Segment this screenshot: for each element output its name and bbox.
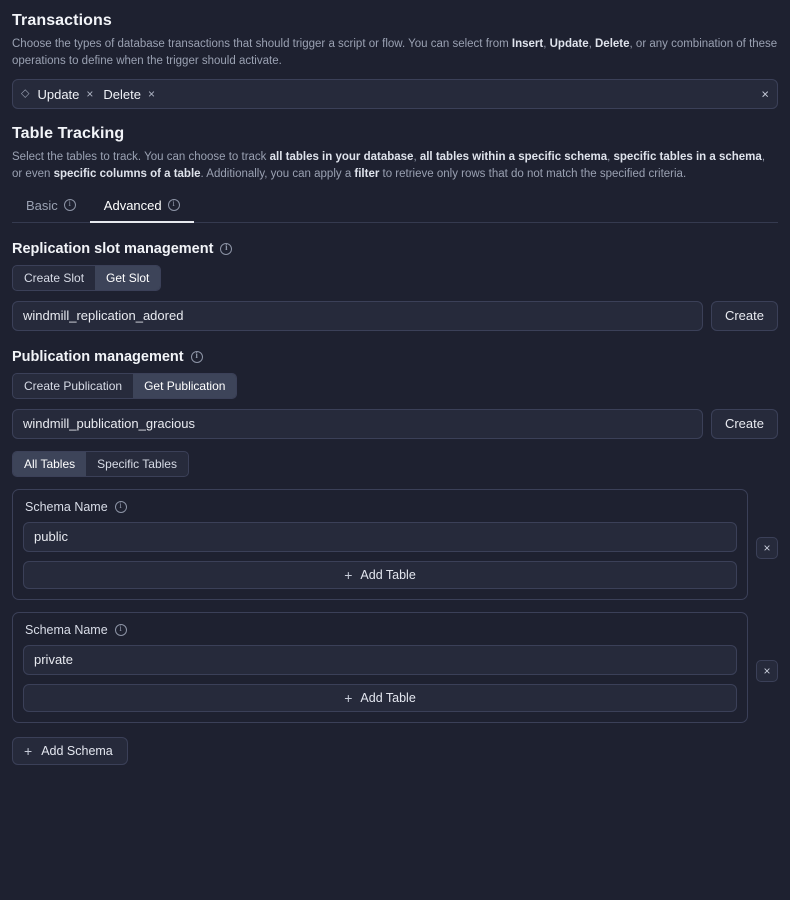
replication-slot-title: Replication slot management [12,240,214,257]
transactions-desc-insert: Insert [511,38,544,50]
info-icon[interactable] [191,351,203,363]
table-tracking-heading: Table Tracking [12,125,125,143]
tag-update-remove-icon[interactable]: × [86,87,94,102]
tt-desc-part-4: to retrieve only rows that do not match the specified criteria. [379,168,687,181]
tt-desc-sep-2: , [607,151,614,164]
transactions-desc-part-2: , or any combination of these operations to define when the trigger should activate. [12,38,778,67]
tt-desc-filter: filter [354,168,380,181]
plus-icon: + [344,689,353,706]
transactions-description [12,36,778,69]
info-icon[interactable] [115,624,127,636]
transactions-desc-delete: Delete [595,38,630,50]
tt-desc-part-3: . Additionally, you can apply a [200,168,355,181]
transactions-desc-update: Update [549,38,589,50]
replication-slot-heading [12,241,778,257]
table-tracking-tabs [12,191,778,223]
add-table-label: Add Table [360,690,416,705]
tt-desc-schema-tables: all tables within a specific schema [419,151,608,164]
create-slot-submit-button[interactable]: Create [711,301,778,331]
publication-mode-toggle [12,373,237,399]
tag-delete-remove-icon[interactable]: × [147,87,155,102]
schema-entry [12,489,778,600]
transactions-desc-part-1: Choose the types of database transactions that should trigger a script or flow. You can select from [12,38,512,50]
transactions-tag-input[interactable] [12,79,778,109]
schema-name-label-group [25,623,737,637]
schema-entry [12,612,778,723]
add-schema-button[interactable] [12,737,128,765]
tt-desc-sep-1: , [413,151,420,164]
tt-desc-specific-columns: specific columns of a table [53,168,201,181]
tag-update-label: Update [37,86,80,102]
plus-icon: + [24,742,33,759]
schema-name-label: Schema Name [25,622,108,637]
create-slot-button[interactable]: Create Slot [13,266,95,290]
tt-desc-all-tables: all tables in your database [269,151,414,164]
info-icon[interactable] [115,501,127,513]
transactions-heading: Transactions [12,12,112,29]
schema-name-label: Schema Name [25,499,108,514]
tab-advanced[interactable] [90,191,194,223]
get-slot-button[interactable]: Get Slot [95,266,160,290]
all-tables-button[interactable]: All Tables [13,452,86,476]
get-publication-button[interactable]: Get Publication [133,374,236,398]
add-table-button[interactable] [23,684,737,712]
schema-card [12,489,748,600]
plus-icon: + [344,566,353,583]
create-publication-button[interactable]: Create Publication [13,374,133,398]
table-tracking-description [12,149,778,182]
publication-name-input[interactable] [12,409,703,439]
schema-card [12,612,748,723]
remove-schema-button[interactable]: × [756,660,778,682]
tt-desc-specific-tables: specific tables in a schema [613,151,762,164]
publication-scope-row [12,451,778,477]
clear-all-icon[interactable]: × [761,86,769,102]
create-publication-submit-button[interactable]: Create [711,409,778,439]
tab-advanced-label: Advanced [103,197,162,213]
tag-delete-label: Delete [103,86,141,102]
transactions-desc-sep-2: , [588,38,595,50]
specific-tables-button[interactable]: Specific Tables [86,452,188,476]
info-icon[interactable] [220,243,232,255]
diamond-icon: ◇ [21,87,30,100]
schema-name-label-group [25,500,737,514]
schema-name-input[interactable] [23,522,737,552]
add-table-label: Add Table [360,567,416,582]
add-table-button[interactable] [23,561,737,589]
publication-scope-toggle [12,451,189,477]
replication-slot-row [12,301,778,331]
schema-name-input[interactable] [23,645,737,675]
transactions-desc-sep-1: , [543,38,550,50]
publication-title: Publication management [12,348,184,365]
publication-heading [12,349,778,365]
tab-basic[interactable] [12,191,90,223]
tt-desc-part-1: Select the tables to track. You can choose to track [12,151,270,164]
tag-update[interactable] [35,87,95,102]
add-schema-label: Add Schema [41,743,113,758]
replication-slot-input[interactable] [12,301,703,331]
tab-basic-label: Basic [26,197,58,213]
tag-delete[interactable] [101,87,157,102]
remove-schema-button[interactable]: × [756,537,778,559]
info-icon[interactable] [168,199,180,211]
tt-desc-part-2: , or even [12,151,766,181]
info-icon[interactable] [64,199,76,211]
replication-slot-mode-toggle [12,265,161,291]
publication-row [12,409,778,439]
